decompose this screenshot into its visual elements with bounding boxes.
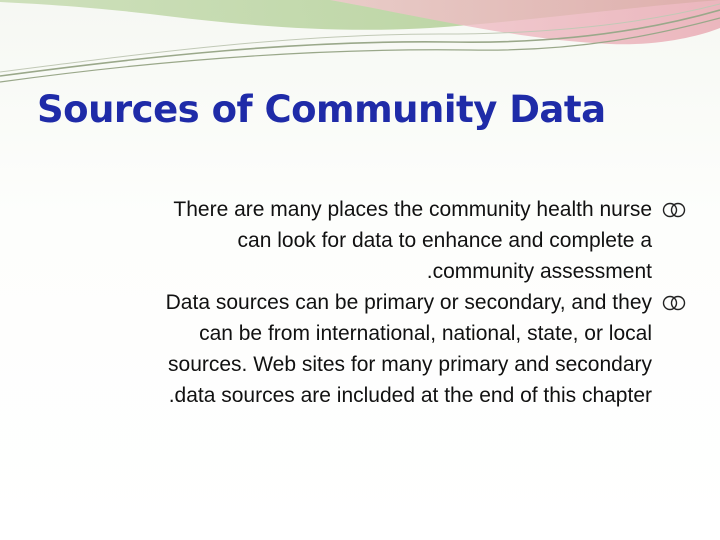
bullet-line: There are many places the community health nurse [173,198,652,221]
bullet-item [30,194,686,287]
bullet-item [30,287,686,411]
decorative-top-band [0,0,720,90]
bullet-marker-icon [662,200,686,220]
bullet-line: can look for data to enhance and complete a [237,229,652,252]
bullet-line: can be from international, national, state, or local [199,322,652,345]
bullet-line: .community assessment [426,260,652,283]
bullet-marker-icon [662,293,686,313]
bullet-line: sources. Web sites for many primary and secondary [168,353,652,376]
bullet-line: .data sources are included at the end of this chapter [168,384,652,407]
bullet-list [30,194,686,411]
slide-title: Sources of Community Data [37,88,606,131]
bullet-line: Data sources can be primary or secondary, and they [165,291,652,314]
